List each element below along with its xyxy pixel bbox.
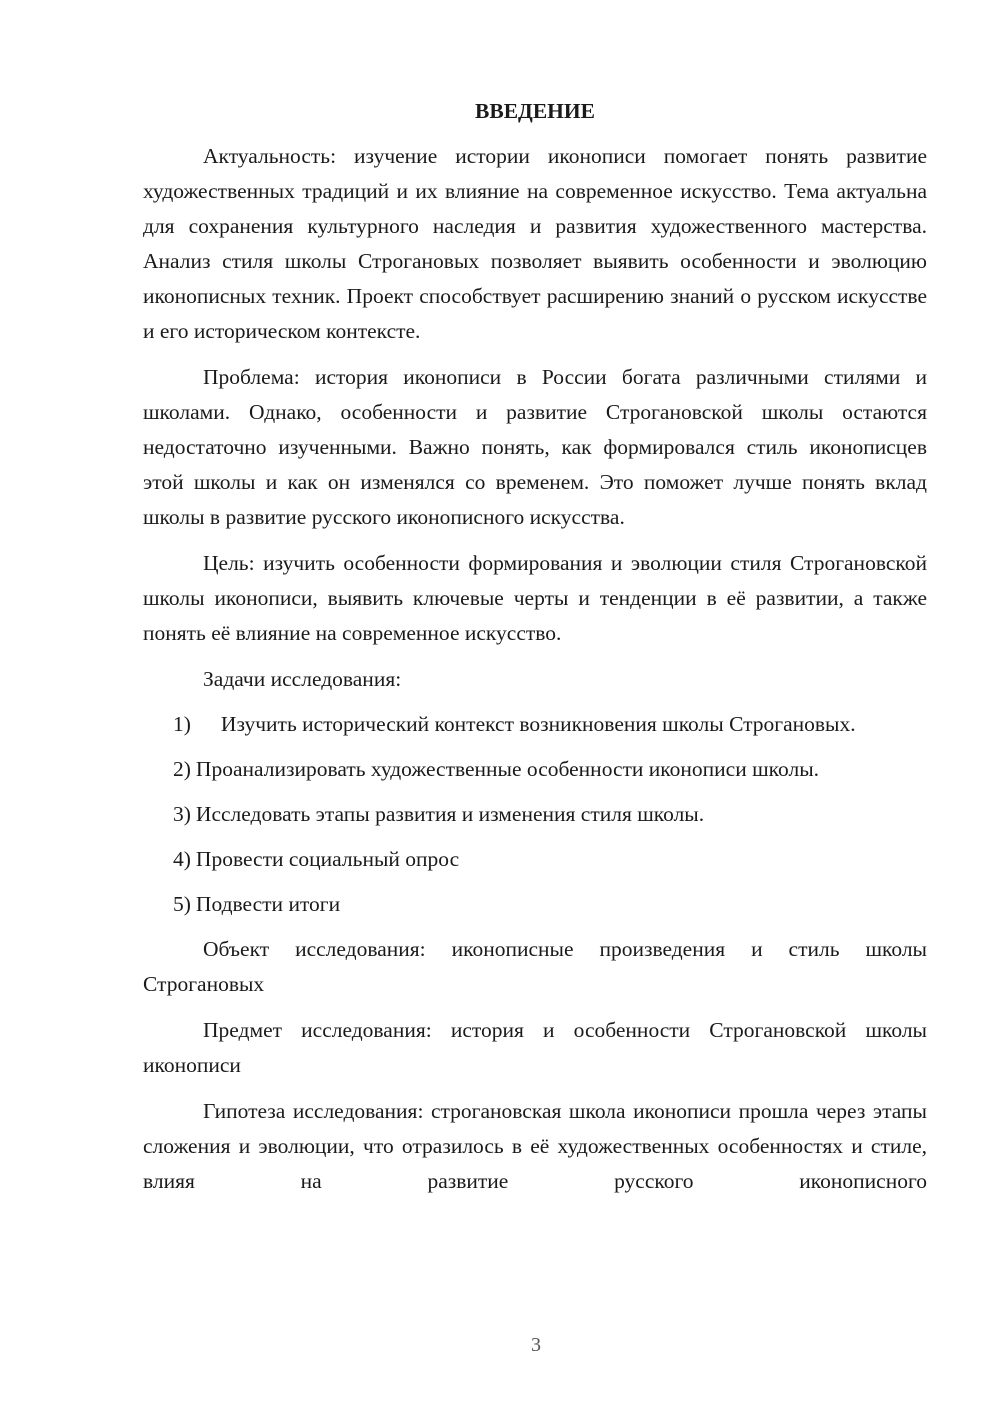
task-item (143, 887, 927, 922)
tasks-heading: Задачи исследования: (203, 667, 402, 691)
page-number: 3 (531, 1334, 541, 1356)
task-number: 4) (173, 847, 191, 871)
object-paragraph: Объект исследования: иконописные произведения и стиль школы Строгановых (143, 937, 927, 996)
task-text: Подвести итоги (195, 892, 341, 916)
subject-paragraph: Предмет исследования: история и особенности Строгановской школы иконописи (143, 1018, 927, 1077)
relevance-paragraph: Актуальность: изучение истории иконописи помогает понять развитие художественных традиций и их влияние на современное искусство. Тема актуальна для сохранения культурного наследия и развития художественного мастерства. Анализ стиля школы Строгановых позволяет выявить особенности и эволюцию иконописных техник. Проект способствует расширению знаний о русском искусстве и его историческом контексте. (143, 144, 927, 343)
task-number: 2) (173, 757, 191, 781)
task-text: Проанализировать художественные особенности иконописи школы. (195, 757, 820, 781)
document-page (143, 96, 927, 1199)
task-text: Изучить исторический контекст возникновения школы Строгановых. (220, 712, 856, 736)
task-item (143, 797, 927, 832)
hypothesis-paragraph: Гипотеза исследования: строгановская школа иконописи прошла через этапы сложения и эволюции, что отразилось в её художественных особенностях и стиле, влияя на развитие русского иконописного (143, 1099, 927, 1193)
problem-paragraph: Проблема: история иконописи в России богата различными стилями и школами. Однако, особенности и развитие Строгановской школы остаются недостаточно изученными. Важно понять, как формировался стиль иконописцев этой школы и как он изменялся со временем. Это поможет лучше понять вклад школы в развитие русского иконописного искусства. (143, 365, 927, 529)
task-number: 5) (173, 892, 191, 916)
task-text: Исследовать этапы развития и изменения стиля школы. (195, 802, 705, 826)
section-title: ВВЕДЕНИЕ (475, 99, 595, 123)
task-number: 1) (173, 712, 191, 736)
task-number: 3) (173, 802, 191, 826)
task-text: Провести социальный опрос (195, 847, 460, 871)
goal-paragraph: Цель: изучить особенности формирования и эволюции стиля Строгановской школы иконописи, выявить ключевые черты и тенденции в её развитии, а также понять её влияние на современное искусство. (143, 551, 927, 645)
task-item (143, 752, 927, 787)
task-item (143, 707, 927, 742)
task-item (143, 842, 927, 877)
